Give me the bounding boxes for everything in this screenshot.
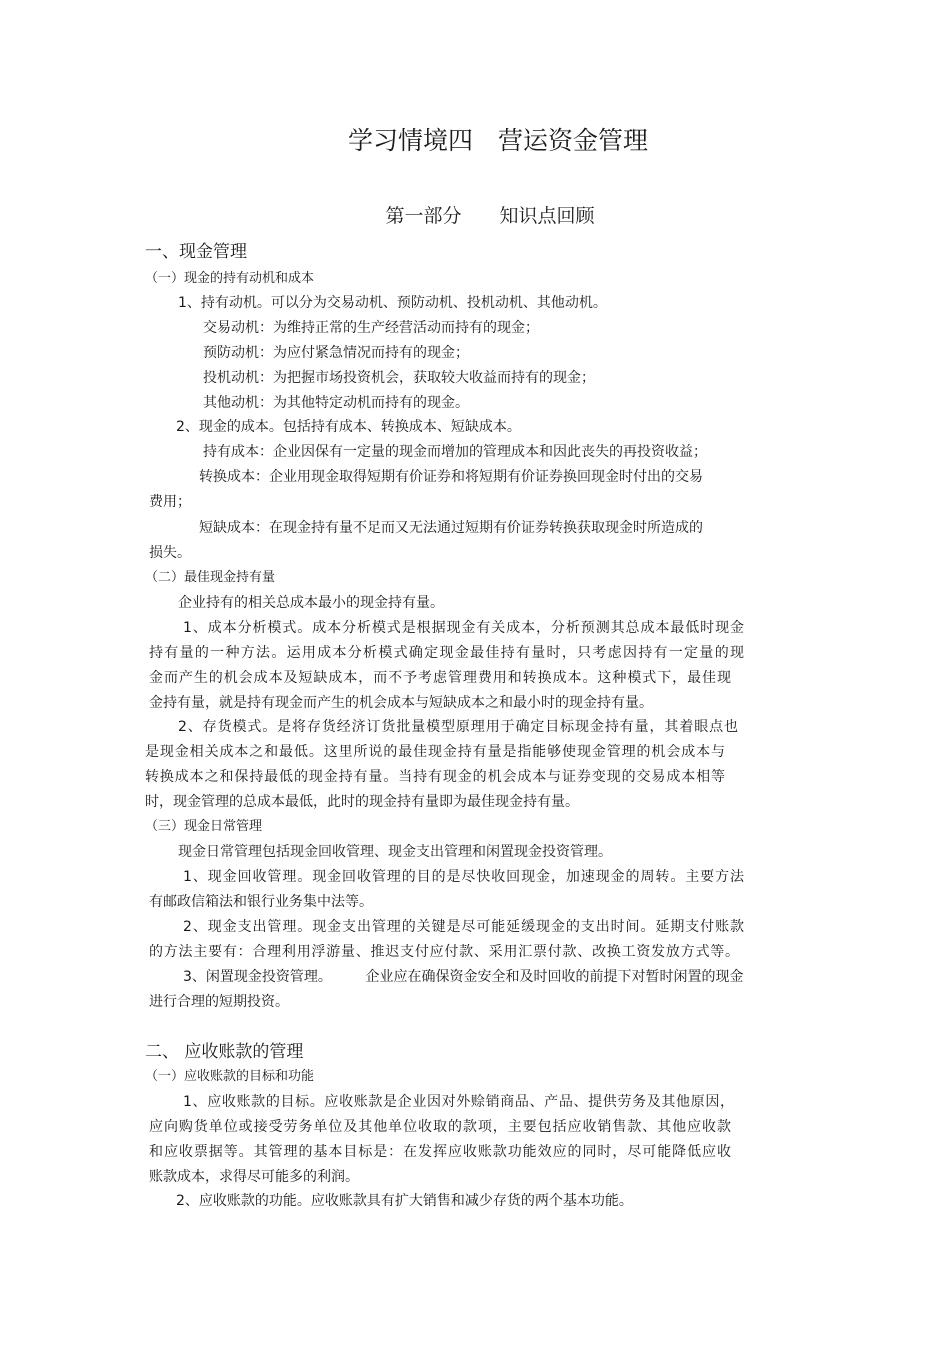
paragraph-line: 其他动机：为其他特定动机而持有的现金。: [203, 395, 469, 411]
paragraph-line: 和应收票据等。其管理的基本目标是：在发挥应收账款功能效应的同时，尽可能降低应收: [149, 1144, 731, 1160]
paragraph-line: 应向购货单位或接受劳务单位及其他单位收取的款项，主要包括应收销售款、其他应收款: [149, 1119, 731, 1135]
subheading-receivables-goals: （一）应收账款的目标和功能: [145, 1069, 315, 1084]
paragraph-line: 持有成本：企业因保有一定量的现金而增加的管理成本和因此丧失的再投资收益；: [203, 444, 707, 460]
paragraph-line-part: 3、闲置现金投资管理。: [183, 969, 332, 985]
paragraph-line: 2、现金的成本。包括持有成本、转换成本、短缺成本。: [176, 419, 521, 435]
document-title: 学习情境四 营运资金管理: [347, 126, 648, 155]
paragraph-line: 转换成本之和保持最低的现金持有量。当持有现金的机会成本与证券变现的交易成本相等: [145, 769, 725, 785]
paragraph-line: 账款成本，求得尽可能多的利润。: [149, 1169, 359, 1185]
paragraph-line: 金持有量，就是持有现金而产生的机会成本与短缺成本之和最小时的现金持有量。: [149, 695, 653, 711]
paragraph-line: 进行合理的短期投资。: [149, 994, 289, 1010]
paragraph-line: [183, 968, 744, 986]
paragraph-line-part: 企业应在确保资金安全和及时回收的前提下对暂时闲置的现金: [365, 969, 744, 985]
paragraph-line: 短缺成本：在现金持有量不足而又无法通过短期有价证券转换获取现金时所造成的: [199, 520, 703, 536]
paragraph-line: 交易动机：为维持正常的生产经营活动而持有的现金；: [203, 320, 539, 336]
subheading-motives: （一）现金的持有动机和成本: [145, 271, 315, 286]
paragraph-line: 1、持有动机。可以分为交易动机、预防动机、投机动机、其他动机。: [178, 295, 607, 311]
paragraph-line: 1、现金回收管理。现金回收管理的目的是尽快收回现金，加速现金的周转。主要方法: [183, 869, 744, 885]
paragraph-line: 2、存货模式。是将存货经济订货批量模型原理用于确定目标现金持有量，其着眼点也: [178, 719, 738, 735]
paragraph-line: 现金日常管理包括现金回收管理、现金支出管理和闲置现金投资管理。: [178, 844, 612, 860]
subheading-daily-management: （三）现金日常管理: [145, 819, 263, 834]
paragraph-line: 持有量的一种方法。运用成本分析模式确定现金最佳持有量时，只考虑因持有一定量的现: [149, 645, 744, 661]
paragraph-line: 1、成本分析模式。成本分析模式是根据现金有关成本，分析预测其总成本最低时现金: [183, 620, 744, 636]
paragraph-line: 投机动机：为把握市场投资机会，获取较大收益而持有的现金；: [203, 370, 595, 386]
paragraph-line: 1、应收账款的目标。应收账款是企业因对外赊销商品、产品、提供劳务及其他原因，: [183, 1094, 734, 1110]
section-heading-receivables: 二、 应收账款的管理: [145, 1042, 304, 1062]
paragraph-line: 预防动机：为应付紧急情况而持有的现金；: [203, 345, 469, 361]
paragraph-line: 2、现金支出管理。现金支出管理的关键是尽可能延缓现金的支出时间。延期支付账款: [183, 919, 744, 935]
paragraph-line: 费用；: [149, 494, 191, 510]
section-heading-cash: 一、现金管理: [145, 242, 247, 262]
paragraph-line: 是现金相关成本之和最低。这里所说的最佳现金持有量是指能够使现金管理的机会成本与: [145, 744, 725, 760]
paragraph-line: 企业持有的相关总成本最小的现金持有量。: [178, 595, 444, 611]
paragraph-line: 有邮政信箱法和银行业务集中法等。: [149, 894, 373, 910]
paragraph-line: 转换成本：企业用现金取得短期有价证券和将短期有价证券换回现金时付出的交易: [199, 469, 703, 485]
part-title: 第一部分 知识点回顾: [385, 205, 595, 227]
subheading-optimal-cash: （二）最佳现金持有量: [145, 570, 276, 585]
paragraph-line: 金而产生的机会成本及短缺成本，而不予考虑管理费用和转换成本。这种模式下，最佳现: [149, 670, 731, 686]
paragraph-line: 的方法主要有：合理利用浮游量、推迟支付应付款、采用汇票付款、改换工资发放方式等。: [149, 944, 739, 960]
paragraph-line: 损失。: [149, 545, 191, 561]
paragraph-line: 2、应收账款的功能。应收账款具有扩大销售和减少存货的两个基本功能。: [176, 1193, 633, 1209]
paragraph-line: 时，现金管理的总成本最低，此时的现金持有量即为最佳现金持有量。: [145, 794, 579, 810]
